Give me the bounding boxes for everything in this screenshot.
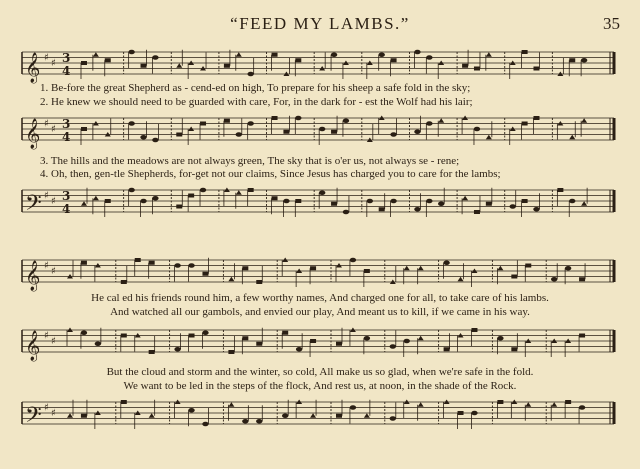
note-head — [581, 58, 587, 63]
note-head — [295, 116, 301, 121]
note-head — [202, 330, 208, 335]
note-head — [105, 199, 111, 203]
note-head — [202, 272, 208, 276]
note-head — [497, 266, 503, 271]
note-head — [121, 334, 127, 338]
note-head — [296, 347, 302, 352]
note-head — [522, 50, 528, 54]
note-head — [188, 408, 194, 413]
note-head — [551, 277, 557, 282]
note-head — [67, 413, 73, 418]
note-head — [404, 266, 410, 271]
note-head — [390, 416, 396, 421]
treble-clef-icon: 𝄞 — [25, 331, 41, 361]
note-head — [525, 402, 531, 407]
lyric-line-verse-1: 1. Be-fore the great Shepherd as - cend-ed on high, To prepare for his sheep a safe fold in the sky; — [40, 82, 471, 94]
note-head — [236, 52, 242, 57]
note-head — [336, 342, 342, 346]
time-signature-top: 3 — [62, 51, 71, 65]
staff-system-2-treble-lower — [0, 322, 640, 362]
page-header — [0, 14, 640, 38]
note-head — [200, 188, 206, 193]
note-head — [295, 58, 301, 62]
note-head — [242, 266, 248, 270]
lyric-line-verse-3-cont: But the cloud and storm and the winter, so cold, All make us so glad, when we're safe in the fold. — [106, 366, 534, 378]
page-number: 35 — [603, 14, 620, 33]
note-head — [565, 400, 571, 404]
note-head — [364, 413, 370, 418]
note-head — [569, 135, 575, 140]
note-head — [581, 118, 587, 123]
note-head — [426, 121, 432, 126]
note-head — [390, 344, 396, 349]
note-head — [81, 330, 87, 335]
note-head — [295, 199, 301, 203]
note-head — [176, 63, 182, 68]
time-signature-top: 3 — [62, 189, 71, 203]
note-head — [200, 122, 206, 126]
note-head — [149, 350, 155, 354]
note-head — [522, 122, 528, 126]
note-head — [367, 199, 373, 204]
note-head — [310, 266, 316, 270]
note-head — [474, 210, 480, 214]
note-head — [418, 336, 424, 341]
note-head — [533, 67, 539, 71]
note-head — [511, 275, 517, 279]
note-head — [391, 58, 397, 62]
note-head — [224, 64, 230, 68]
note-head — [283, 130, 289, 134]
sharp-icon: ♯ — [51, 196, 56, 207]
note-head — [282, 413, 288, 418]
note-head — [228, 350, 234, 354]
note-head — [525, 264, 531, 268]
note-head — [81, 201, 87, 206]
note-head — [247, 121, 253, 126]
staff-system-1-treble-lower — [0, 110, 640, 150]
note-head — [256, 342, 262, 346]
note-head — [426, 55, 432, 60]
note-head — [152, 196, 158, 201]
note-head — [319, 127, 325, 132]
note-head — [174, 347, 180, 352]
staff-system-1-treble-upper — [0, 44, 640, 84]
lyric-line-verse-2: 2. He knew we should need to be guarded with care, For, in the dark for - est the Wolf had his lair; — [40, 96, 473, 108]
note-head — [128, 188, 134, 193]
note-head — [471, 411, 477, 416]
note-head — [188, 194, 194, 198]
sharp-icon: ♯ — [51, 336, 56, 347]
note-head — [228, 277, 234, 282]
note-head — [557, 188, 563, 192]
note-head — [283, 199, 289, 204]
note-head — [569, 58, 575, 62]
note-head — [189, 334, 195, 338]
time-signature-bottom: 4 — [62, 130, 71, 144]
sharp-icon: ♯ — [51, 408, 56, 419]
note-head — [486, 135, 492, 140]
time-signature-bottom: 4 — [62, 64, 71, 78]
note-head — [426, 199, 432, 204]
sharp-icon: ♯ — [44, 118, 49, 130]
note-head — [390, 199, 396, 204]
note-head — [511, 347, 517, 351]
note-head — [486, 202, 492, 206]
note-head — [579, 277, 585, 281]
note-head — [93, 52, 99, 57]
note-head — [272, 196, 278, 200]
note-head — [364, 269, 370, 273]
bass-clef-icon: 𝄢 — [25, 403, 42, 433]
note-head — [343, 118, 349, 123]
sharp-icon: ♯ — [44, 260, 49, 272]
note-head — [336, 414, 342, 418]
note-head — [152, 138, 158, 143]
note-head — [121, 400, 127, 404]
note-head — [140, 199, 146, 204]
note-head — [378, 52, 384, 57]
note-head — [551, 402, 557, 407]
note-head — [121, 280, 127, 284]
note-head — [414, 207, 420, 212]
note-head — [569, 199, 575, 204]
note-head — [533, 116, 539, 120]
note-head — [310, 413, 316, 418]
note-head — [81, 127, 87, 131]
treble-clef-icon: 𝄞 — [25, 53, 41, 83]
note-head — [174, 263, 180, 268]
staff-system-1-bass — [0, 182, 640, 222]
staff-system-2-bass — [0, 394, 640, 434]
note-head — [152, 55, 158, 60]
note-head — [228, 402, 234, 407]
note-head — [149, 413, 155, 418]
note-head — [135, 258, 141, 262]
note-head — [81, 414, 87, 418]
note-head — [438, 118, 444, 123]
note-head — [565, 266, 571, 271]
note-head — [81, 261, 87, 265]
note-head — [471, 328, 477, 332]
note-head — [310, 339, 316, 343]
note-head — [404, 339, 410, 344]
note-head — [81, 61, 87, 65]
note-head — [331, 202, 337, 206]
note-head — [128, 50, 134, 55]
note-head — [364, 336, 370, 341]
sharp-icon: ♯ — [51, 58, 56, 69]
note-head — [579, 405, 585, 410]
note-head — [272, 116, 278, 120]
note-head — [414, 129, 420, 134]
sharp-icon: ♯ — [51, 124, 56, 135]
lyric-line-verse-1-cont: He cal ed his friends round him, a few worthy names, And charged one for all, to take care of his lambs. — [91, 292, 549, 304]
note-head — [343, 210, 349, 215]
lyric-line-verse-2-cont: And watched all our gambols, and envied our play, And meant us to kill, if we came in his way. — [110, 306, 530, 318]
note-head — [242, 336, 248, 340]
note-head — [497, 400, 503, 404]
note-head — [188, 263, 194, 268]
note-head — [282, 331, 288, 335]
note-head — [272, 53, 278, 57]
sharp-icon: ♯ — [44, 330, 49, 342]
sharp-icon: ♯ — [44, 190, 49, 202]
note-head — [247, 72, 253, 77]
note-head — [202, 422, 208, 427]
note-head — [140, 135, 146, 140]
staff-system-2-treble-upper — [0, 252, 640, 292]
note-head — [390, 132, 396, 137]
sharp-icon: ♯ — [51, 266, 56, 277]
note-head — [379, 207, 385, 211]
note-head — [248, 188, 254, 192]
note-head — [350, 405, 356, 410]
note-head — [331, 130, 337, 134]
note-head — [458, 411, 464, 415]
note-head — [176, 205, 182, 209]
note-head — [93, 196, 99, 201]
sharp-icon: ♯ — [44, 52, 49, 64]
note-head — [458, 277, 464, 282]
bass-clef-icon: 𝄢 — [25, 191, 42, 221]
note-head — [579, 334, 585, 338]
note-head — [486, 52, 492, 57]
note-head — [474, 67, 480, 71]
treble-clef-icon: 𝄞 — [25, 261, 41, 291]
note-head — [128, 121, 134, 126]
note-head — [256, 280, 262, 284]
note-head — [533, 207, 539, 212]
song-title: “FEED MY LAMBS.” — [230, 14, 410, 33]
note-head — [105, 58, 111, 62]
note-head — [319, 190, 325, 195]
note-head — [462, 64, 468, 68]
note-head — [242, 419, 248, 424]
lyric-line-verse-4: 4. Oh, then, gen-tle Shepherds, for-get not our claims, Since Jesus has charged you to care for the lambs; — [40, 168, 501, 180]
note-head — [510, 204, 516, 209]
note-head — [176, 133, 182, 137]
lyric-line-verse-4-cont: We want to be led in the steps of the flock, And rest us, at noon, in the shade of the Rock. — [123, 380, 517, 392]
note-head — [236, 190, 242, 195]
note-head — [331, 52, 337, 57]
note-head — [224, 119, 230, 123]
lyric-line-verse-3: 3. The hills and the meadows are not always green, The sky that is o'er us, not always se - rene; — [40, 155, 460, 167]
note-head — [95, 341, 101, 346]
note-head — [581, 201, 587, 206]
note-head — [256, 419, 262, 424]
sharp-icon: ♯ — [44, 402, 49, 414]
note-head — [444, 347, 450, 351]
note-head — [497, 336, 503, 341]
note-head — [462, 196, 468, 201]
treble-clef-icon: 𝄞 — [25, 119, 41, 149]
time-signature-bottom: 4 — [62, 202, 71, 216]
note-head — [149, 261, 155, 265]
note-head — [438, 201, 444, 206]
note-head — [418, 402, 424, 407]
note-head — [474, 127, 480, 132]
note-head — [522, 199, 528, 203]
note-head — [414, 50, 420, 55]
time-signature-top: 3 — [62, 117, 71, 131]
note-head — [236, 132, 242, 137]
note-head — [443, 260, 449, 265]
note-head — [418, 266, 424, 271]
note-head — [141, 64, 147, 68]
note-head — [350, 258, 356, 263]
